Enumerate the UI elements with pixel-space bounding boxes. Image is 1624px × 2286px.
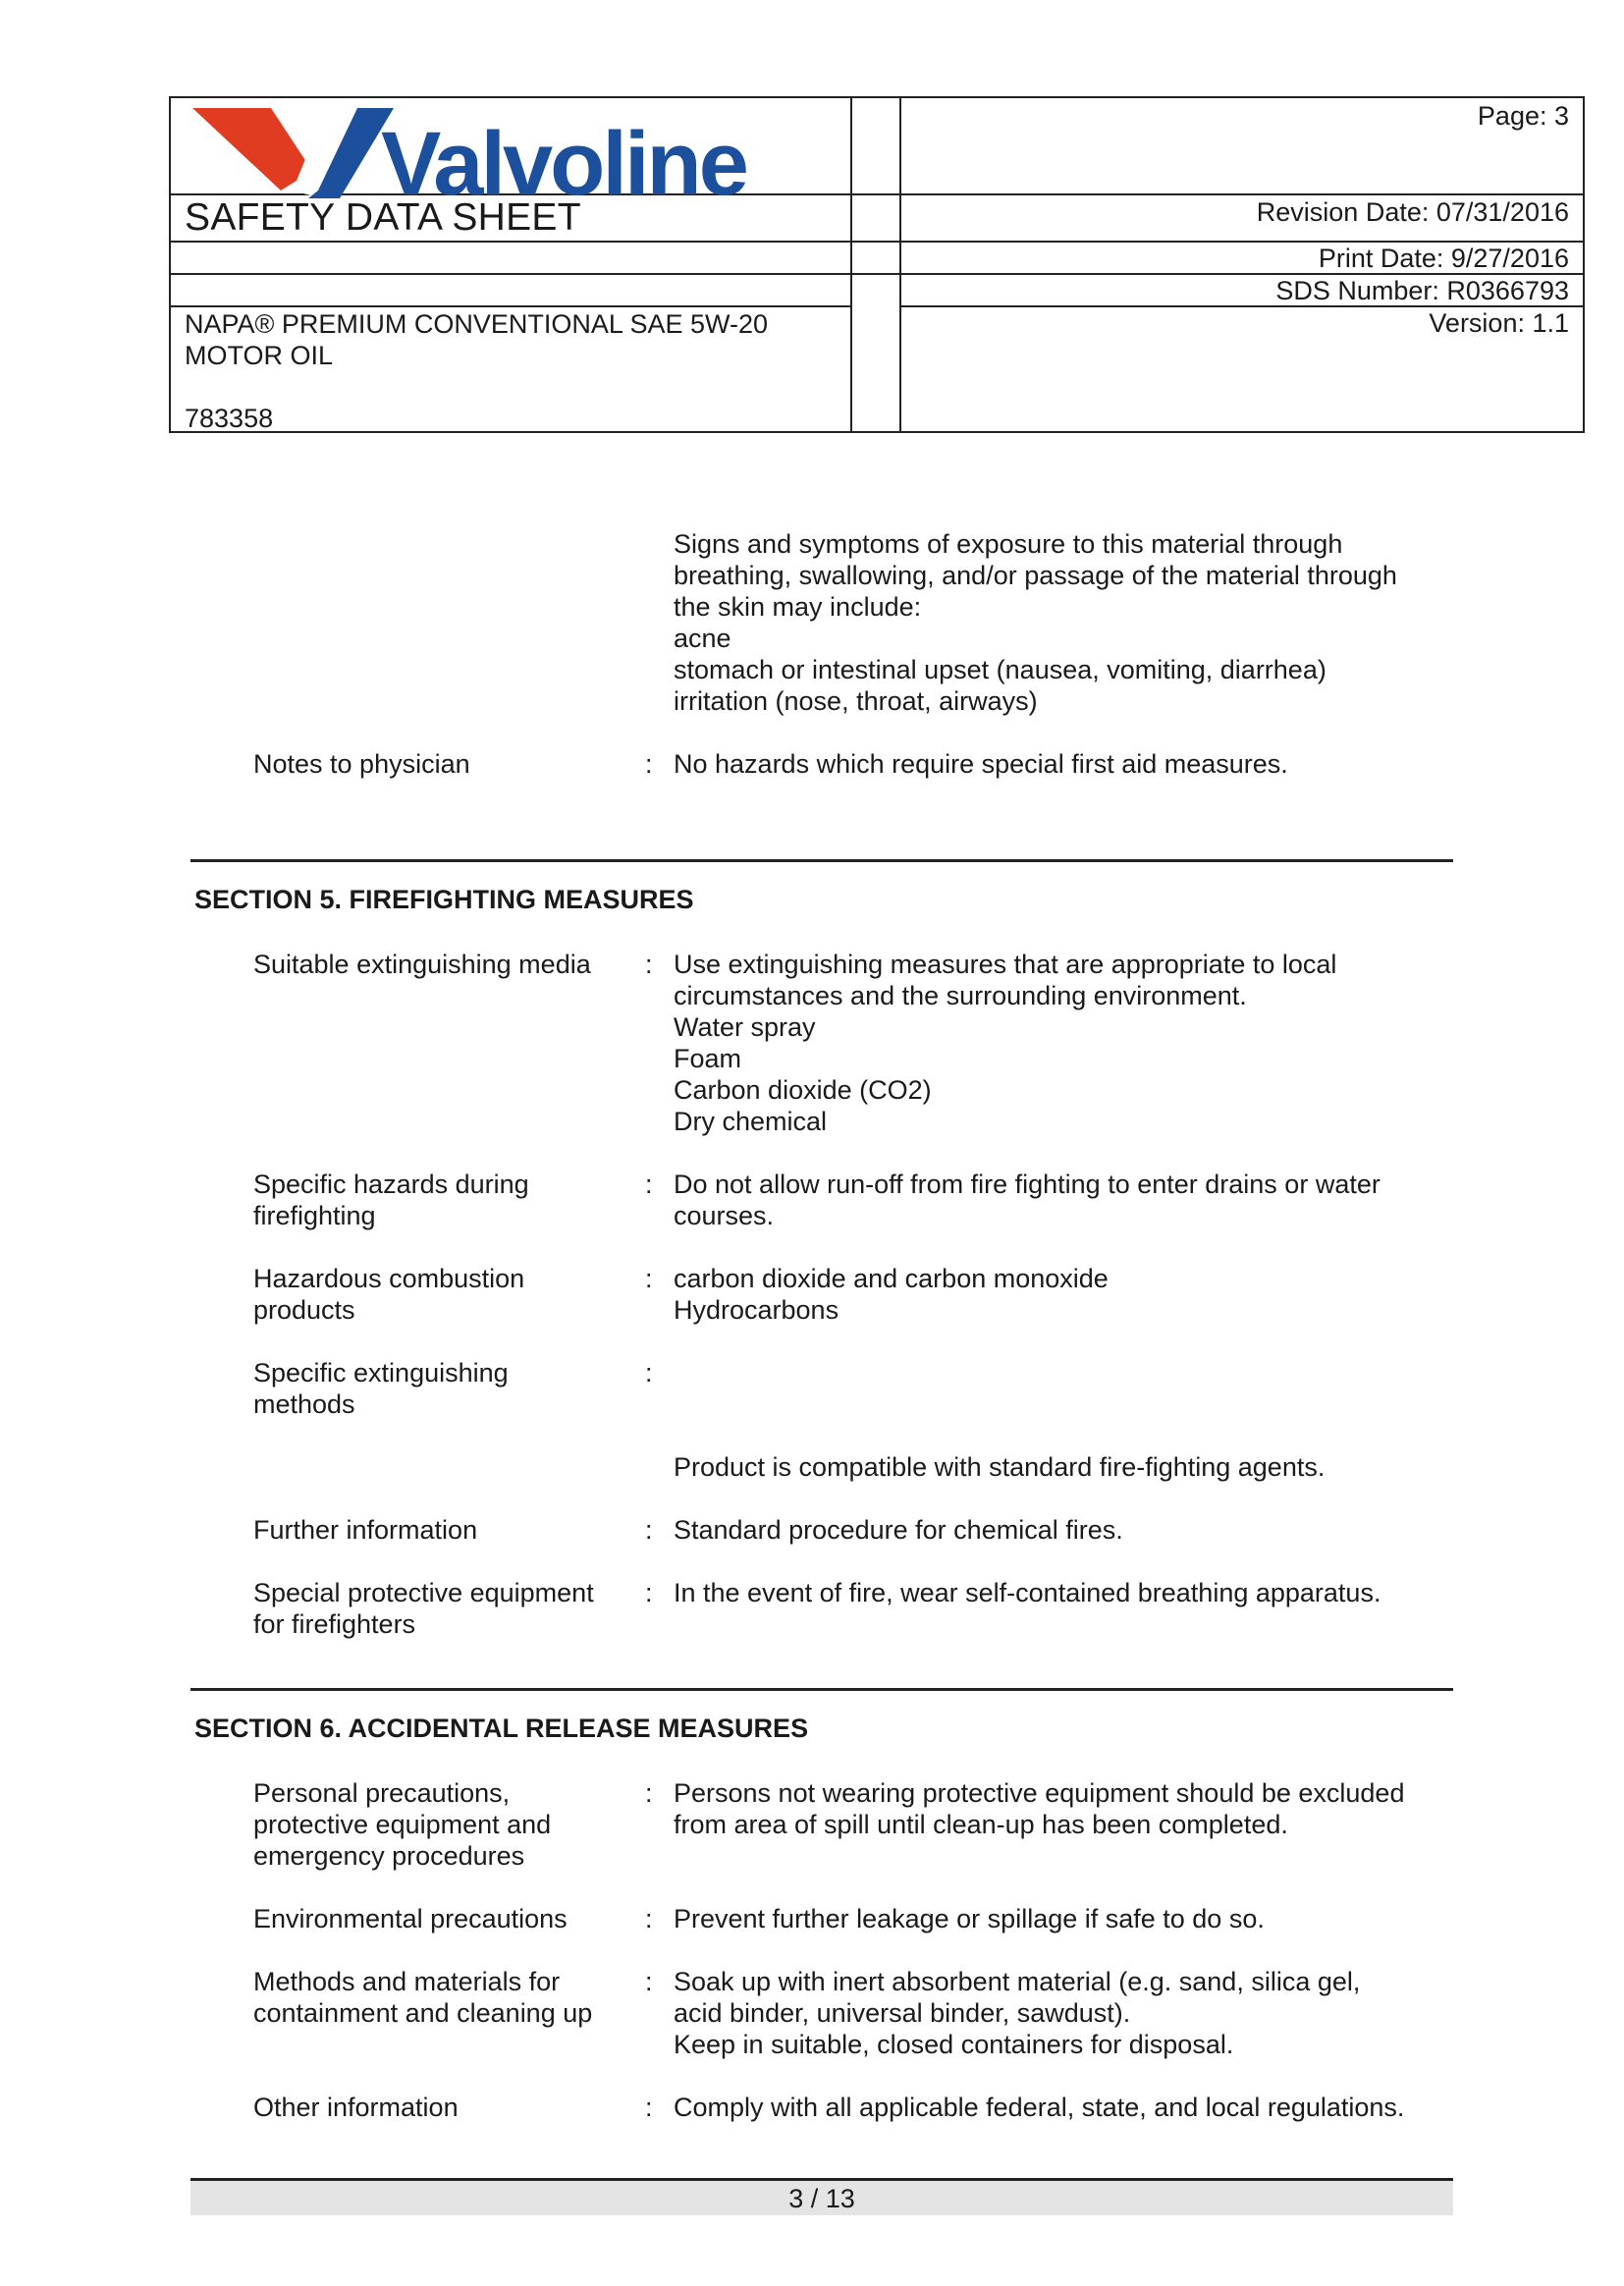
- logo-wordmark: Valvoline: [381, 114, 746, 198]
- value-line: Water spray: [674, 1012, 816, 1042]
- field-colon: :: [645, 950, 653, 979]
- product-name-line1: NAPA® PREMIUM CONVENTIONAL SAE 5W-20: [185, 309, 769, 339]
- sds-number: SDS Number: R0366793: [1275, 276, 1569, 305]
- other-information-label: [253, 2092, 646, 2123]
- label-line: Hazardous combustion: [253, 1264, 525, 1293]
- version: Version: 1.1: [1429, 308, 1569, 338]
- print-date: Print Date: 9/27/2016: [1318, 244, 1569, 273]
- label-line: firefighting: [253, 1201, 376, 1230]
- label-line: products: [253, 1295, 355, 1325]
- suitable-extinguishing-media-value: [674, 949, 1479, 1137]
- field-colon: :: [645, 749, 653, 779]
- value-line: Product is compatible with standard fire-fighting agents.: [674, 1452, 1326, 1482]
- field-colon: :: [645, 1358, 653, 1388]
- label-line: methods: [253, 1389, 355, 1419]
- value-line: Foam: [674, 1044, 742, 1073]
- section-rule: [190, 1688, 1453, 1691]
- specific-extinguishing-methods-label: [253, 1357, 646, 1420]
- field-colon: :: [645, 1515, 653, 1545]
- containment-methods-value: [674, 1966, 1479, 2060]
- value-line: Soak up with inert absorbent material (e.g. sand, silica gel,: [674, 1967, 1361, 1996]
- personal-precautions-label: [253, 1777, 646, 1872]
- value-line: Do not allow run-off from fire fighting to enter drains or water: [674, 1170, 1380, 1199]
- field-colon: :: [645, 1170, 653, 1199]
- special-protective-equipment-label: [253, 1577, 646, 1640]
- product-code: 783358: [185, 404, 274, 433]
- further-information-label: [253, 1514, 646, 1546]
- value-line: Persons not wearing protective equipment should be excluded: [674, 1778, 1405, 1808]
- label-line: Specific hazards during: [253, 1170, 529, 1199]
- product-name-line2: MOTOR OIL: [185, 341, 334, 370]
- personal-precautions-value: [674, 1777, 1479, 1840]
- value-line: circumstances and the surrounding environment.: [674, 981, 1247, 1010]
- revision-date: Revision Date: 07/31/2016: [1256, 197, 1569, 227]
- label-line: containment and cleaning up: [253, 1998, 593, 2028]
- label-line: Suitable extinguishing media: [253, 950, 591, 979]
- label-line: Special protective equipment: [253, 1578, 594, 1607]
- hazardous-combustion-label: [253, 1263, 646, 1326]
- environmental-precautions-label: [253, 1903, 646, 1934]
- further-information-value: [674, 1514, 1479, 1546]
- value-line: Carbon dioxide (CO2): [674, 1075, 932, 1105]
- value-line: Use extinguishing measures that are appropriate to local: [674, 950, 1337, 979]
- value-line: Dry chemical: [674, 1107, 828, 1136]
- value-line: Keep in suitable, closed containers for disposal.: [674, 2030, 1234, 2059]
- section5-title: SECTION 5. FIREFIGHTING MEASURES: [194, 885, 694, 914]
- valvoline-logo: [192, 102, 801, 198]
- other-information-value: [674, 2092, 1479, 2123]
- label-line: protective equipment and: [253, 1810, 552, 1839]
- specific-hazards-label: [253, 1169, 646, 1231]
- section6-title: SECTION 6. ACCIDENTAL RELEASE MEASURES: [194, 1714, 809, 1743]
- specific-hazards-value: [674, 1169, 1479, 1231]
- field-colon: :: [645, 1778, 653, 1808]
- value-line: courses.: [674, 1201, 775, 1230]
- label-line: Further information: [253, 1515, 478, 1545]
- header-divider: [850, 98, 852, 431]
- fire-fighting-agents-value: [674, 1451, 1479, 1483]
- header-divider: [850, 193, 1585, 195]
- label-line: Specific extinguishing: [253, 1358, 509, 1388]
- symptoms-line: acne: [674, 624, 731, 653]
- field-colon: :: [645, 1578, 653, 1607]
- header-divider: [171, 305, 850, 307]
- field-colon: :: [645, 1967, 653, 1996]
- environmental-precautions-value: [674, 1903, 1479, 1934]
- value-line: In the event of fire, wear self-contained breathing apparatus.: [674, 1578, 1381, 1607]
- notes-to-physician-value: No hazards which require special first aid measures.: [674, 749, 1288, 779]
- value-line: carbon dioxide and carbon monoxide: [674, 1264, 1109, 1293]
- label-line: Other information: [253, 2093, 459, 2122]
- hazardous-combustion-value: [674, 1263, 1479, 1326]
- value-line: Comply with all applicable federal, state, and local regulations.: [674, 2093, 1405, 2122]
- field-colon: :: [645, 2093, 653, 2122]
- label-line: emergency procedures: [253, 1841, 525, 1871]
- value-line: from area of spill until clean-up has been completed.: [674, 1810, 1288, 1839]
- symptoms-line: breathing, swallowing, and/or passage of the material through: [674, 561, 1397, 590]
- document-title: SAFETY DATA SHEET: [185, 196, 581, 239]
- value-line: Hydrocarbons: [674, 1295, 839, 1325]
- page-number: 3 / 13: [788, 2184, 855, 2213]
- symptoms-line: irritation (nose, throat, airways): [674, 686, 1038, 716]
- special-protective-equipment-value: [674, 1577, 1479, 1608]
- symptoms-text: [674, 528, 1479, 717]
- label-line: Environmental precautions: [253, 1904, 568, 1933]
- header-divider: [899, 98, 901, 431]
- containment-methods-label: [253, 1966, 646, 2029]
- value-line: Standard procedure for chemical fires.: [674, 1515, 1123, 1545]
- field-colon: :: [645, 1264, 653, 1293]
- page-label: Page: 3: [1477, 101, 1569, 131]
- value-line: acid binder, universal binder, sawdust).: [674, 1998, 1131, 2028]
- notes-to-physician-label: Notes to physician: [253, 749, 470, 779]
- section-rule: [190, 859, 1453, 862]
- value-line: Prevent further leakage or spillage if safe to do so.: [674, 1904, 1265, 1933]
- symptoms-line: Signs and symptoms of exposure to this material through: [674, 529, 1343, 559]
- page-footer: [190, 2178, 1453, 2215]
- symptoms-line: stomach or intestinal upset (nausea, vomiting, diarrhea): [674, 655, 1326, 684]
- label-line: for firefighters: [253, 1609, 416, 1639]
- symptoms-line: the skin may include:: [674, 592, 922, 622]
- logo-red-chevron: [192, 108, 312, 190]
- label-line: Personal precautions,: [253, 1778, 511, 1808]
- label-line: Methods and materials for: [253, 1967, 561, 1996]
- field-colon: :: [645, 1904, 653, 1933]
- suitable-extinguishing-media-label: [253, 949, 646, 980]
- sds-header: [169, 96, 1585, 433]
